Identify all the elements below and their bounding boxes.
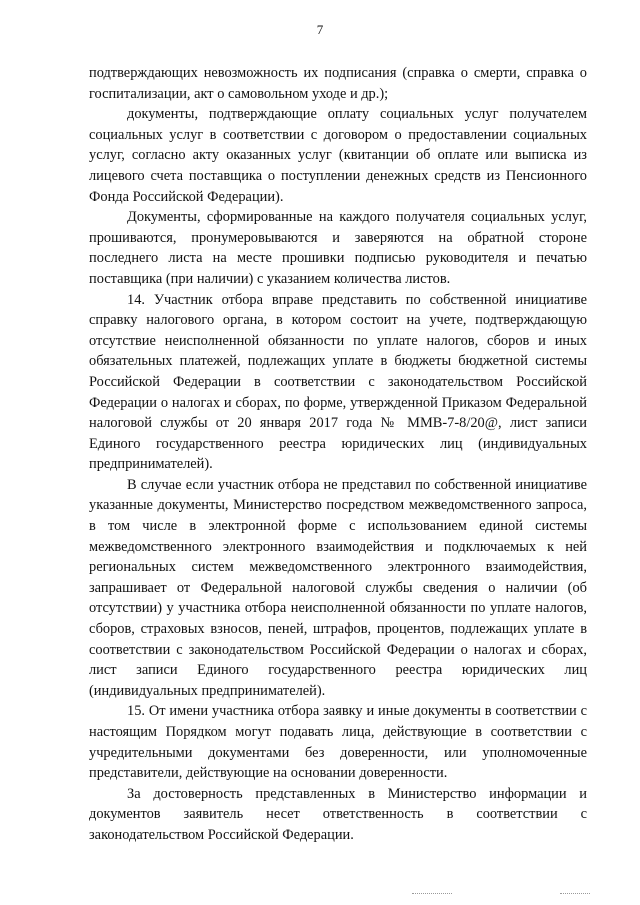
paragraph-item-15: 15. От имени участника отбора заявку и иные документы в соответствии с настоящим Порядком могут подавать лица, действующие в соответствии с учредительными документами без доверенности, или уполномоченные представители, действующие на основании доверенности. — [89, 703, 587, 782]
paragraph-responsibility: За достоверность представленных в Министерство информации и документов заявитель несет ответственность в соответствии с законодательством Российской Федерации. — [89, 785, 587, 843]
document-body — [89, 63, 587, 846]
paragraph-interagency-request: В случае если участник отбора не представил по собственной инициативе указанные документы, Министерство посредством межведомственного запроса, в том числе в электронной форме с использованием единой системы межведомственного электронного взаимодействия и подключаемых к ней региональных систем межведомственного электронного взаимодействия, запрашивает от Федеральной налоговой службы сведения о наличии (об отсутствии) у участника отбора неисполненной обязанности по уплате налогов, сборов, страховых взносов, пеней, штрафов, процентов, подлежащих уплате в соответствии с законодательством Российской Федерации о налогах и сборах, лист записи Единого государственного реестра юридических лиц (индивидуальных предпринимателей). — [89, 476, 587, 699]
paragraph-continuation: подтверждающих невозможность их подписания (справка о смерти, справка о госпитализации, акт о самовольном уходе и др.); — [89, 65, 587, 102]
paragraph-payment-documents: документы, подтверждающие оплату социальных услуг получателем социальных услуг в соответствии с договором о предоставлении социальных услуг, согласно акту оказанных услуг (квитанции об оплате или выписка из лицевого счета поставщика о поступлении денежных средств из Пенсионного Фонда Российской Федерации). — [89, 106, 587, 205]
page-number: 7 — [316, 22, 324, 37]
paragraph-documents-binding: Документы, сформированные на каждого получателя социальных услуг, прошиваются, пронумеровываются и заверяются на обратной стороне последнего листа на месте прошивки подписью руководителя и печатью поставщика (при наличии) с указанием количества листов. — [89, 209, 587, 287]
scan-mark — [412, 893, 452, 895]
scan-mark — [560, 893, 590, 895]
paragraph-item-14: 14. Участник отбора вправе представить по собственной инициативе справку налогового органа, в котором состоит на учете, подтверждающую отсутствие неисполненной обязанности по уплате налогов, сборов и иных обязательных платежей, подлежащих уплате в бюджеты бюджетной системы Российской Федерации в соответствии с законодательством Российской Федерации о налогах и сборах, по форме, утвержденной Приказом Федеральной налоговой службы от 20 января 2017 года № ММВ-7-8/20@, лист записи Единого государственного реестра юридических лиц (индивидуальных предпринимателей). — [89, 291, 587, 473]
